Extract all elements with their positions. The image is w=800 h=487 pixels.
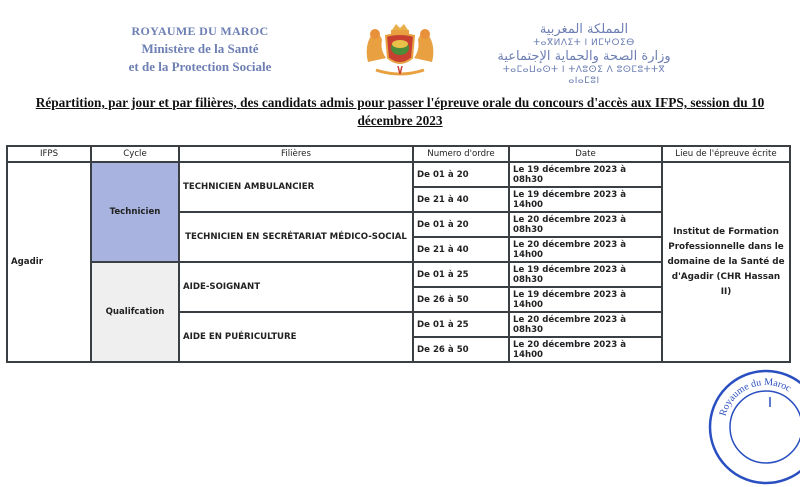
kingdom-label-arabic: المملكة المغربية (539, 22, 629, 37)
header-left-ministry (100, 22, 300, 76)
col-header-numero: Numero d'ordre (413, 146, 509, 162)
numero-cell: De 26 à 50 (413, 337, 509, 362)
svg-text:Royaume du Maroc (718, 377, 794, 418)
lieu-cell: Institut de Formation Professionnelle dans le domaine de la Santé de d'Agadir (CHR Hassan II) (662, 162, 790, 362)
ifps-cell: Agadir (7, 162, 91, 362)
date-cell: Le 20 décembre 2023 à 14h00 (509, 337, 662, 362)
filiere-cell: AIDE-SOIGNANT (179, 262, 413, 312)
numero-cell: De 26 à 50 (413, 287, 509, 312)
col-header-date: Date (509, 146, 662, 162)
table-header-row (7, 146, 790, 162)
header-right-ministry-arabic (486, 22, 682, 87)
ministry-label-arabic: وزارة الصحة والحماية الإجتماعية (497, 49, 671, 64)
filiere-cell: TECHNICIEN AMBULANCIER (179, 162, 413, 212)
title-line-1: Répartition, par jour et par filières, des candidats admis pour passer l'épreuve orale du concours d'accès aux IFPS, session du 10 (35, 95, 765, 110)
date-cell: Le 19 décembre 2023 à 14h00 (509, 287, 662, 312)
col-header-filieres: Filières (179, 146, 413, 162)
kingdom-label: ROYAUME DU MAROC (131, 24, 269, 38)
moroccan-coat-of-arms-icon (362, 22, 438, 80)
date-cell: Le 20 décembre 2023 à 08h30 (509, 312, 662, 337)
col-header-ifps: IFPS (7, 146, 91, 162)
numero-cell: De 01 à 20 (413, 212, 509, 237)
date-cell: Le 19 décembre 2023 à 08h30 (509, 162, 662, 187)
numero-cell: De 01 à 25 (413, 262, 509, 287)
numero-cell: De 01 à 20 (413, 162, 509, 187)
document-title (0, 94, 800, 130)
date-cell: Le 20 décembre 2023 à 08h30 (509, 212, 662, 237)
col-header-cycle: Cycle (91, 146, 179, 162)
numero-cell: De 01 à 25 (413, 312, 509, 337)
date-cell: Le 20 décembre 2023 à 14h00 (509, 237, 662, 262)
filiere-cell: AIDE EN PUÉRICULTURE (179, 312, 413, 362)
schedule-table (6, 145, 791, 363)
ministry-label-2: et de la Protection Sociale (128, 59, 272, 74)
ministry-label-tifinagh: ⵜⴰⵎⴰⵡⴰⵙⵜ ⵏ ⵜⴷⵓⵙⵉ ⴷ ⵓⵙⵎⵓⵜⵜⴳ ⴰⵏⴰⵎⵓⵏ (502, 65, 666, 86)
table-row (7, 162, 790, 187)
cycle-cell-qualification: Qualifcation (91, 262, 179, 362)
date-cell: Le 19 décembre 2023 à 14h00 (509, 187, 662, 212)
numero-cell: De 21 à 40 (413, 237, 509, 262)
kingdom-label-tifinagh: ⵜⴰⴳⵍⴷⵉⵜ ⵏ ⵍⵎⵖⵔⵉⴱ (533, 38, 635, 48)
col-header-lieu: Lieu de l'épreuve écrite (662, 146, 790, 162)
stamp-text: Royaume du Maroc (717, 376, 793, 418)
ministry-label: Ministère de la Santé (141, 41, 259, 56)
official-stamp-icon (706, 367, 800, 487)
cycle-cell-technicien: Technicien (91, 162, 179, 262)
numero-cell: De 21 à 40 (413, 187, 509, 212)
filiere-cell: TECHNICIEN EN SECRÉTARIAT MÉDICO-SOCIAL (179, 212, 413, 262)
title-line-2: décembre 2023 (357, 113, 443, 128)
date-cell: Le 19 décembre 2023 à 08h30 (509, 262, 662, 287)
